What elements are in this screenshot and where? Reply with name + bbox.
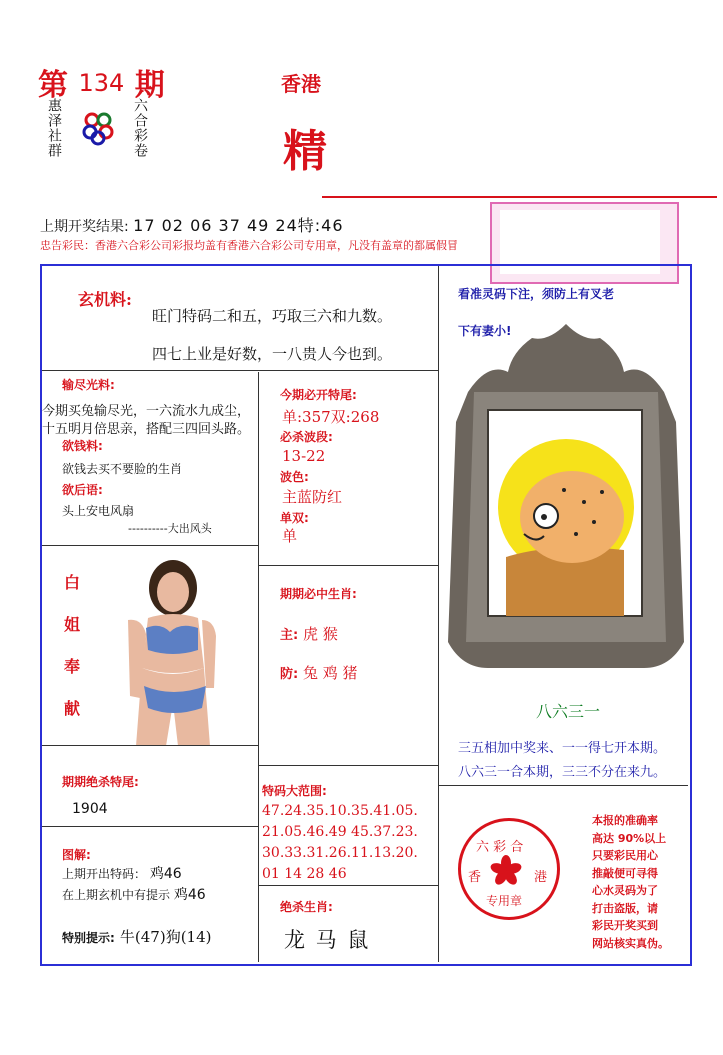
riddle-text: 头上安电风扇 — [62, 504, 135, 518]
divider-center-col — [258, 372, 259, 962]
accuracy-line: 只要彩民用心 — [592, 849, 658, 862]
divider-center-lower — [258, 765, 438, 766]
lottery-name: 六合彩卷 — [132, 98, 148, 158]
divider-center-bottom — [258, 885, 438, 886]
range-row: 01 14 28 46 — [262, 866, 347, 882]
hint-line2: 下有妻小! — [458, 324, 512, 338]
banner-big: 精 — [283, 126, 327, 177]
wave-value: 13-22 — [282, 447, 326, 465]
range-rows — [262, 801, 418, 885]
divider-left-lower — [42, 745, 258, 746]
riddle-answer: ----------大出风头 — [128, 522, 212, 535]
bauhinia-icon — [490, 855, 522, 887]
wave-title: 必杀波段: — [280, 430, 333, 444]
explain-line2-value: 鸡46 — [173, 887, 206, 903]
accuracy-line: 高达 90%以上 — [592, 831, 667, 845]
accuracy-block — [592, 812, 669, 952]
header-rule — [322, 196, 717, 198]
issue-prefix: 第 — [38, 68, 68, 103]
girl-caption-char: 献 — [64, 699, 81, 718]
mystery-line2: 四七上业是好数，一八贵人今也到。 — [152, 345, 393, 363]
zodiac-main-value: 虎 猴 — [302, 625, 338, 643]
zodiac-main — [280, 623, 338, 644]
parity-title: 单双: — [280, 511, 309, 525]
seal-top: 六 彩 合 — [476, 840, 524, 855]
explain-title: 图解: — [62, 848, 91, 862]
poem-line2: 八六三一合本期，三三不分在来九。 — [458, 765, 667, 780]
divider-mystery — [42, 370, 438, 371]
banner-small: 香港 — [281, 72, 321, 96]
lottery-logo-icon — [80, 110, 116, 146]
divider-left-bottom — [42, 826, 258, 827]
range-row: 47.24.35.10.35.41.05. — [262, 803, 418, 819]
tail-value: 单:357双:268 — [282, 408, 380, 426]
seal-bottom: 专用章 — [486, 894, 523, 908]
kill-tail-value: 1904 — [72, 801, 108, 817]
lose-line1: 今期买兔输尽光，一六流水九成尘， — [42, 404, 251, 419]
explain-line1-label: 上期开出特码： — [62, 867, 147, 881]
kill-zodiac-value: 龙 马 鼠 — [284, 928, 371, 952]
money-title: 欲钱料: — [62, 439, 103, 453]
issue-suffix: 期 — [134, 68, 165, 103]
issue-number: 134 — [78, 69, 125, 97]
explain-line2 — [62, 884, 206, 904]
range-title: 特码大范围: — [262, 784, 327, 798]
results-numbers: 17 02 06 37 49 24特:46 — [133, 216, 344, 235]
money-text: 欲钱去买不要脸的生肖 — [62, 462, 183, 476]
lose-line2: 十五明月倍思亲，搭配三四回头路。 — [42, 422, 251, 437]
mystery-line1: 旺门特码二和五，巧取三六和九数。 — [152, 307, 393, 325]
zodiac-guard — [280, 662, 358, 683]
mystery-title: 玄机料: — [78, 290, 132, 309]
lose-title: 输尽光料: — [62, 378, 115, 392]
cartoon-frame — [444, 322, 688, 674]
girl-caption-char: 姐 — [64, 615, 81, 634]
results-row — [40, 213, 344, 236]
girl-photo — [118, 558, 218, 746]
accuracy-line: 本报的准确率 — [592, 814, 658, 827]
range-row: 21.05.46.49 45.37.23. — [262, 824, 418, 840]
kill-tail-title: 期期绝杀特尾: — [62, 775, 139, 789]
special-value: 牛(47)狗(14) — [119, 928, 212, 946]
divider-center-mid — [258, 565, 438, 566]
color-title: 波色: — [280, 470, 309, 484]
explain-line2-label: 在上期玄机中有提示 — [62, 888, 171, 902]
girl-caption-char: 奉 — [64, 657, 81, 676]
divider-right-col — [438, 266, 439, 962]
explain-line1 — [62, 863, 182, 883]
range-row: 30.33.31.26.11.13.20. — [262, 845, 418, 861]
tail-title: 今期必开特尾: — [280, 388, 357, 402]
zodiac-guard-value: 兔 鸡 猪 — [302, 664, 358, 682]
girl-caption — [64, 562, 84, 730]
parity-value: 单 — [282, 527, 298, 545]
zodiac-main-label: 主: — [280, 628, 299, 643]
special-title: 特别提示: — [62, 931, 115, 945]
divider-right-lower — [438, 785, 688, 786]
hint-line1: 看准灵码下注，须防上有叉老 — [458, 287, 615, 301]
community-name: 惠泽社群 — [46, 98, 62, 158]
zodiac-guard-label: 防: — [280, 667, 299, 682]
divider-left-mid — [42, 545, 258, 546]
warning-text: 忠告彩民：香港六合彩公司彩报均盖有香港六合彩公司专用章，凡没有盖章的都属假冒 — [40, 239, 458, 252]
riddle-title: 欲后语: — [62, 483, 103, 497]
kill-zodiac-title: 绝杀生肖: — [280, 900, 333, 914]
results-label: 上期开奖结果: — [40, 219, 129, 235]
color-value: 主蓝防红 — [282, 488, 343, 506]
poem-line1: 三五相加中奖来、一一得七开本期。 — [458, 741, 667, 756]
zodiac-title: 期期必中生肖: — [280, 587, 357, 601]
accuracy-line: 推敲便可寻得 — [592, 866, 658, 880]
explain-line1-value: 鸡46 — [149, 866, 182, 882]
seal-right: 港 — [534, 870, 548, 885]
girl-caption-char: 白 — [64, 573, 81, 592]
accuracy-line: 网站核实真伪。 — [592, 936, 669, 950]
accuracy-line: 心水灵码为了 — [592, 884, 658, 897]
picture-answer: 八六三一 — [536, 702, 601, 721]
accuracy-line: 打击盗版，请 — [592, 901, 658, 915]
special-row — [62, 926, 212, 947]
accuracy-line: 彩民开奖买到 — [592, 919, 658, 932]
seal-left: 香 — [468, 870, 482, 885]
